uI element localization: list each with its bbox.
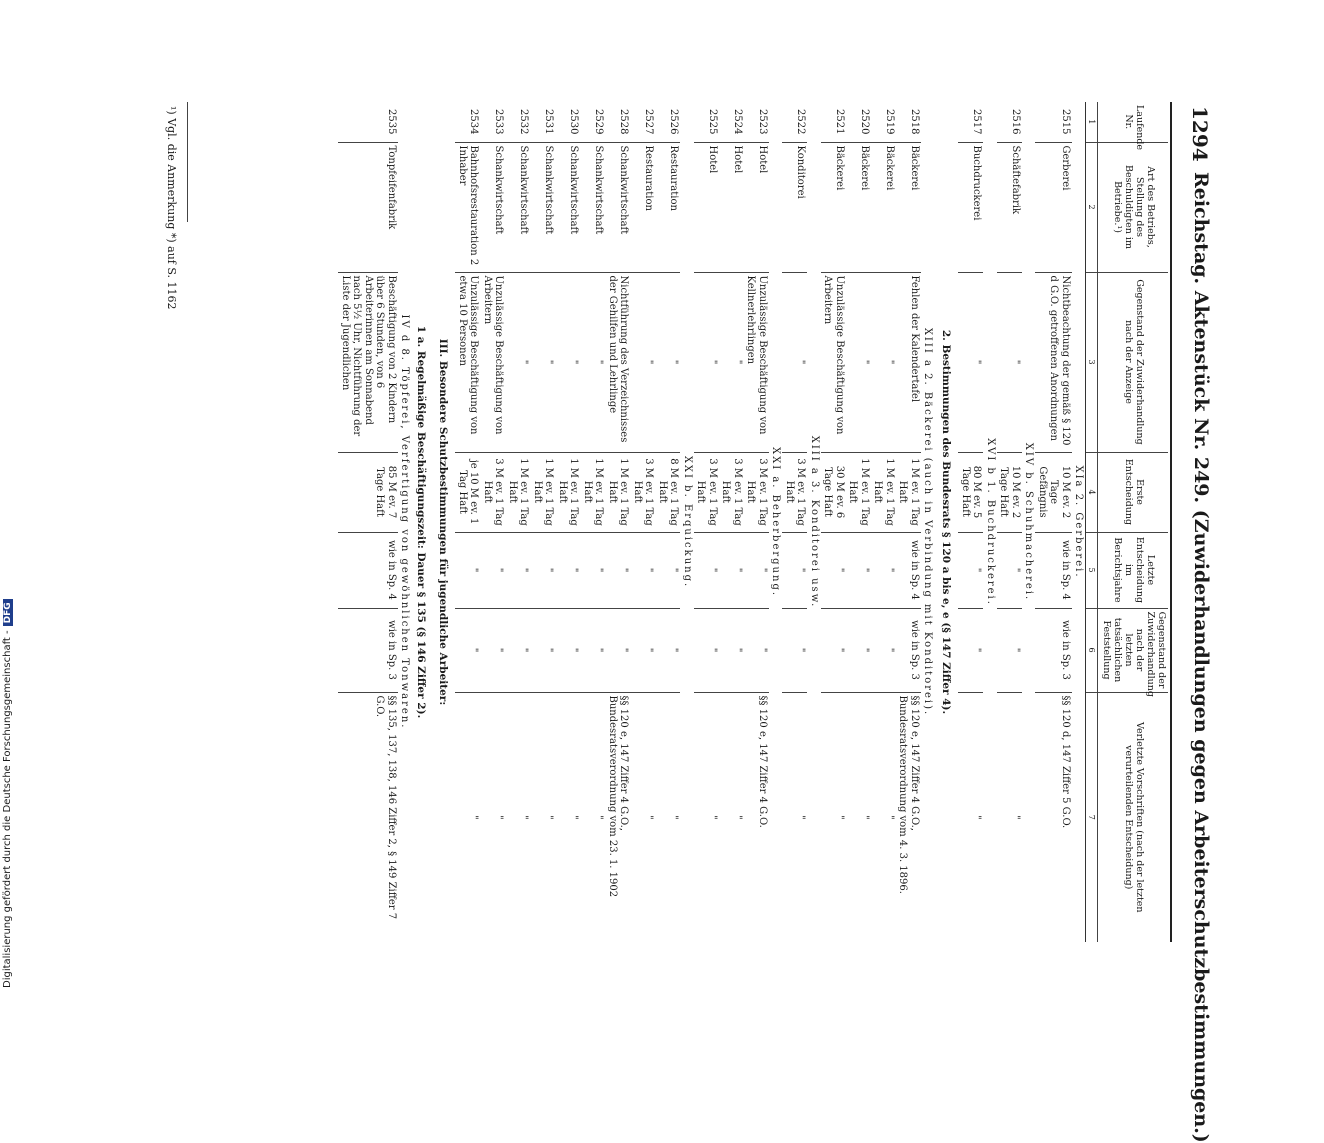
section-3-heading-group: [411, 102, 455, 942]
table-header-row: [1098, 102, 1168, 942]
letzte-entscheidung: ": [871, 532, 896, 608]
credit-text: Digitalisierung gefördert durch die Deutsche Forschungsgemeinschaft -: [2, 630, 13, 988]
betrieb-art: Gerberei: [1035, 142, 1072, 272]
zuwiderhandlung: Fehlen der Kalendertafel: [896, 272, 921, 452]
erste-entscheidung: 1 M ev. 1 Tag Haft: [846, 452, 871, 532]
category-label: XVI b 1. Buchdruckerei.: [984, 438, 996, 606]
verletzte-vorschriften: ": [883, 814, 895, 820]
table-row: [1035, 102, 1072, 942]
table-row: [782, 102, 807, 942]
zuwiderhandlung: Unzulässige Beschäftigung von Kellnerlehrlingen: [744, 272, 769, 452]
erste-entscheidung: 3 M ev. 1 Tag Haft: [630, 452, 655, 532]
erste-entscheidung: 1 M ev. 1 Tag Haft: [605, 452, 630, 532]
betrieb-art: Buchdruckerei: [958, 142, 983, 272]
erste-entscheidung: 10 M ev. 2 Tage Haft: [997, 452, 1022, 532]
col-number: 2: [1086, 142, 1098, 272]
letzte-entscheidung: wie in Sp. 4: [896, 532, 921, 608]
zuwiderhandlung: Unzulässige Beschäftigung von Arbeitern: [480, 272, 505, 452]
table-row: [580, 102, 605, 942]
zuwiderhandlung: ": [655, 272, 680, 452]
betrieb-art: Schankwirtschaft: [530, 142, 555, 272]
page-header: [1178, 102, 1218, 1143]
erste-entscheidung: 1 M ev. 1 Tag Haft: [505, 452, 530, 532]
festgestellte-zuwiderhandlung: ": [782, 608, 807, 692]
festgestellte-zuwiderhandlung: ": [580, 608, 605, 692]
festgestellte-zuwiderhandlung: ": [846, 608, 871, 692]
table-body-group-2: [455, 102, 934, 942]
letzte-entscheidung: ": [580, 532, 605, 608]
erste-entscheidung: 1 M ev. 1 Tag Haft: [530, 452, 555, 532]
row-number: 2526: [655, 102, 680, 142]
row-number: 2524: [719, 102, 744, 142]
betrieb-art: Schankwirtschaft: [480, 142, 505, 272]
zuwiderhandlung: ": [871, 272, 896, 452]
festgestellte-zuwiderhandlung: ": [605, 608, 630, 692]
verletzte-vorschriften: ": [493, 814, 505, 820]
betrieb-art: Schankwirtschaft: [555, 142, 580, 272]
digitization-credit: [2, 599, 13, 988]
row-number: 2517: [958, 102, 983, 142]
category-row: [1022, 102, 1036, 942]
col-header-gegenstand-letzte: Gegenstand der Zuwiderhandlung nach der letzten tatsächlichen Feststellung: [1098, 608, 1168, 692]
row-number: 2523: [744, 102, 769, 142]
col-number: 6: [1086, 608, 1098, 692]
row-number: 2519: [871, 102, 896, 142]
section-2-heading-group: [934, 102, 958, 942]
table-row: [655, 102, 680, 942]
verletzte-vorschriften: §§ 120 e, 147 Ziffer 4 G.O., Bundesratsverordnung vom 23. 1. 1902: [606, 695, 630, 898]
betrieb-art: Bäckerei: [821, 142, 846, 272]
letzte-entscheidung: ": [455, 532, 480, 608]
betrieb-art: Bäckerei: [846, 142, 871, 272]
table-row: [719, 102, 744, 942]
verletzte-vorschriften: §§ 120 d, 147 Ziffer 5 G.O.: [1059, 695, 1071, 829]
verletzte-vorschriften: §§ 120 e, 147 Ziffer 4 G.O., Bundesratsverordnung vom 4. 3. 1896.: [897, 695, 920, 894]
verletzte-vorschriften: ": [833, 814, 845, 820]
document-page: [108, 102, 1218, 1143]
verletzte-vorschriften: ": [858, 814, 870, 820]
festgestellte-zuwiderhandlung: ": [958, 608, 983, 692]
table-body-group-3: [338, 102, 411, 942]
betrieb-art: Schankwirtschaft: [505, 142, 530, 272]
erste-entscheidung: 8 M ev. 1 Tag Haft: [655, 452, 680, 532]
festgestellte-zuwiderhandlung: ": [655, 608, 680, 692]
section-heading-row: [934, 102, 958, 942]
betrieb-art: Konditorei: [782, 142, 807, 272]
col-number: 7: [1086, 692, 1098, 942]
betrieb-art: Schäftefabrik: [997, 142, 1022, 272]
col-number: 1: [1086, 102, 1098, 142]
zuwiderhandlung: ": [694, 272, 719, 452]
row-number: 2520: [846, 102, 871, 142]
table-row: [896, 102, 921, 942]
letzte-entscheidung: ": [744, 532, 769, 608]
category-row: [1072, 102, 1086, 942]
row-number: 2522: [782, 102, 807, 142]
letzte-entscheidung: ": [782, 532, 807, 608]
festgestellte-zuwiderhandlung: ": [744, 608, 769, 692]
letzte-entscheidung: ": [958, 532, 983, 608]
betrieb-art: Hotel: [719, 142, 744, 272]
subsection-heading: 1 a. Regelmäßige Beschäftigungszeit: Dauer § 135 (§ 146 Ziffer 2).: [415, 325, 428, 719]
festgestellte-zuwiderhandlung: ": [719, 608, 744, 692]
table-row: [505, 102, 530, 942]
zuwiderhandlung: ": [997, 272, 1022, 452]
header-rule: [1170, 102, 1172, 942]
betrieb-art: Restauration: [630, 142, 655, 272]
col-header-gegenstand: Gegenstand der Zuwiderhandlung nach der Anzeige: [1098, 272, 1168, 452]
erste-entscheidung: 1 M ev. 1 Tag Haft: [580, 452, 605, 532]
table-row: [694, 102, 719, 942]
row-number: 2515: [1035, 102, 1072, 142]
erste-entscheidung: 1 M ev. 1 Tag Haft: [896, 452, 921, 532]
festgestellte-zuwiderhandlung: ": [821, 608, 846, 692]
col-header-letzte: Letzte Entscheidung im Berichtsjahre: [1098, 532, 1168, 608]
verletzte-vorschriften: ": [568, 814, 580, 820]
col-number: 5: [1086, 532, 1098, 608]
erste-entscheidung: 3 M ev. 1 Tag Haft: [694, 452, 719, 532]
erste-entscheidung: je 10 M ev. 1 Tag Haft: [455, 452, 480, 532]
section-heading: III. Besondere Schutzbestimmungen für jugendliche Arbeiter:: [437, 338, 450, 706]
zuwiderhandlung: ": [782, 272, 807, 452]
row-number: 2516: [997, 102, 1022, 142]
betrieb-art: Bahnhofsrestauration 2 Inhaber: [455, 142, 480, 272]
verletzte-vorschriften: ": [1009, 814, 1021, 820]
table-row: [530, 102, 555, 942]
row-number: 2532: [505, 102, 530, 142]
betrieb-art: Restauration: [655, 142, 680, 272]
zuwiderhandlung: Beschäftigung von 2 Kindern über 6 Stunden, von 6 Arbeiterinnen am Sonnabend nach 5½ Uhr, Nichtführung der Liste der Jugendlichen: [338, 272, 398, 452]
zuwiderhandlung: Nichtbeachtung der gemäß § 120 d G.O. getroffenen Anordnungen: [1035, 272, 1072, 452]
festgestellte-zuwiderhandlung: ": [630, 608, 655, 692]
category-row: [680, 102, 694, 942]
footnote: ¹) Vgl. die Anmerkung *) auf S. 1162: [165, 106, 178, 310]
dfg-logo: DFG: [3, 599, 13, 626]
festgestellte-zuwiderhandlung: ": [694, 608, 719, 692]
row-number: 2521: [821, 102, 846, 142]
letzte-entscheidung: ": [821, 532, 846, 608]
col-header-erste: Erste Entscheidung: [1098, 452, 1168, 532]
erste-entscheidung: 30 M ev. 6 Tage Haft: [821, 452, 846, 532]
table-body-group-1: [958, 102, 1086, 942]
col-header-vorschriften: Verletzte Vorschriften (nach der letzten verurteilenden Entscheidung): [1098, 692, 1168, 942]
verletzte-vorschriften: ": [795, 814, 807, 820]
letzte-entscheidung: ": [655, 532, 680, 608]
verletzte-vorschriften: ": [468, 814, 480, 820]
festgestellte-zuwiderhandlung: ": [455, 608, 480, 692]
category-row: [983, 102, 997, 942]
festgestellte-zuwiderhandlung: wie in Sp. 3: [338, 608, 398, 692]
zuwiderhandlung: ": [846, 272, 871, 452]
letzte-entscheidung: ": [997, 532, 1022, 608]
verletzte-vorschriften: ": [593, 814, 605, 820]
col-number: 3: [1086, 272, 1098, 452]
category-label: XIa 2. Gerberei.: [1073, 465, 1085, 579]
betrieb-art: Schankwirtschaft: [580, 142, 605, 272]
table-row: [846, 102, 871, 942]
erste-entscheidung: 3 M ev. 1 Tag Haft: [719, 452, 744, 532]
verletzte-vorschriften: ": [668, 814, 680, 820]
category-row: [921, 102, 935, 942]
row-number: 2535: [338, 102, 398, 142]
table-row: [605, 102, 630, 942]
betrieb-art: Bäckerei: [896, 142, 921, 272]
erste-entscheidung: 1 M ev. 1 Tag Haft: [555, 452, 580, 532]
letzte-entscheidung: ": [719, 532, 744, 608]
festgestellte-zuwiderhandlung: ": [530, 608, 555, 692]
zuwiderhandlung: ": [719, 272, 744, 452]
letzte-entscheidung: ": [505, 532, 530, 608]
section-heading-row: [431, 102, 455, 942]
letzte-entscheidung: wie in Sp. 4: [1035, 532, 1072, 608]
row-number: 2531: [530, 102, 555, 142]
festgestellte-zuwiderhandlung: ": [505, 608, 530, 692]
erste-entscheidung: 3 M ev. 1 Tag Haft: [782, 452, 807, 532]
table-row: [338, 102, 398, 942]
festgestellte-zuwiderhandlung: ": [555, 608, 580, 692]
footnote-rule: [187, 102, 188, 222]
zuwiderhandlung: ": [580, 272, 605, 452]
category-row: [807, 102, 821, 942]
table-row: [555, 102, 580, 942]
column-number-row: [1086, 102, 1098, 942]
row-number: 2530: [555, 102, 580, 142]
row-number: 2525: [694, 102, 719, 142]
verletzte-vorschriften: ": [731, 814, 743, 820]
row-number: 2518: [896, 102, 921, 142]
table-row: [455, 102, 480, 942]
erste-entscheidung: 1 M ev. 1 Tag Haft: [871, 452, 896, 532]
erste-entscheidung: 85 M ev. 7 Tage Haft: [338, 452, 398, 532]
erste-entscheidung: 3 M ev. 1 Tag Haft: [480, 452, 505, 532]
row-number: 2528: [605, 102, 630, 142]
zuwiderhandlung: ": [555, 272, 580, 452]
betrieb-art: Tonpfeifenfabrik: [338, 142, 398, 272]
festgestellte-zuwiderhandlung: ": [871, 608, 896, 692]
table-row: [630, 102, 655, 942]
table-row: [821, 102, 846, 942]
betrieb-art: Hotel: [694, 142, 719, 272]
category-label: XXI b. Erquickung.: [681, 455, 693, 589]
col-header-art: Art des Betriebs, Stellung des Beschuldigten im Betriebe.¹): [1098, 142, 1168, 272]
letzte-entscheidung: wie in Sp. 4: [338, 532, 398, 608]
festgestellte-zuwiderhandlung: ": [997, 608, 1022, 692]
festgestellte-zuwiderhandlung: ": [480, 608, 505, 692]
festgestellte-zuwiderhandlung: wie in Sp. 3: [1035, 608, 1072, 692]
zuwiderhandlung: ": [958, 272, 983, 452]
zuwiderhandlung: ": [630, 272, 655, 452]
table-row: [997, 102, 1022, 942]
page-title: Reichstag. Aktenstück Nr. 249. (Zuwiderhandlungen gegen Arbeiterschutzbestimmungen.): [1190, 172, 1212, 1143]
betrieb-art: Hotel: [744, 142, 769, 272]
erste-entscheidung: 3 M ev. 1 Tag Haft: [744, 452, 769, 532]
letzte-entscheidung: ": [605, 532, 630, 608]
violations-table: [338, 102, 1168, 942]
verletzte-vorschriften: ": [706, 814, 718, 820]
row-number: 2529: [580, 102, 605, 142]
row-number: 2533: [480, 102, 505, 142]
verletzte-vorschriften: ": [643, 814, 655, 820]
letzte-entscheidung: ": [846, 532, 871, 608]
category-row: [398, 102, 412, 942]
section-heading: 2. Bestimmungen des Bundesrats § 120 a bis e, e (§ 147 Ziffer 4).: [940, 329, 953, 715]
zuwiderhandlung: ": [505, 272, 530, 452]
category-label: IV d 8. Töpferei, Verfertigung von gewöhnlichen Tonwaren.: [399, 314, 411, 730]
letzte-entscheidung: ": [480, 532, 505, 608]
betrieb-art: Schankwirtschaft: [605, 142, 630, 272]
letzte-entscheidung: ": [694, 532, 719, 608]
row-number: 2527: [630, 102, 655, 142]
row-number: 2534: [455, 102, 480, 142]
verletzte-vorschriften: ": [971, 814, 983, 820]
zuwiderhandlung: ": [530, 272, 555, 452]
table-row: [744, 102, 769, 942]
festgestellte-zuwiderhandlung: wie in Sp. 3: [896, 608, 921, 692]
category-label: XIV b. Schuhmacherei.: [1023, 442, 1035, 602]
category-label: XIII a 3. Konditorei usw.: [808, 435, 820, 609]
zuwiderhandlung: Unzulässige Beschäftigung von etwa 10 Personen: [455, 272, 480, 452]
verletzte-vorschriften: §§ 120 e, 147 Ziffer 4 G.O.: [756, 695, 768, 828]
category-row: [769, 102, 783, 942]
verletzte-vorschriften: ": [543, 814, 555, 820]
subsection-heading-row: [411, 102, 431, 942]
col-header-nr: Laufende Nr.: [1098, 102, 1168, 142]
col-number: 4: [1086, 452, 1098, 532]
betrieb-art: Bäckerei: [871, 142, 896, 272]
page-number: 1294: [1188, 106, 1212, 162]
table-row: [958, 102, 983, 942]
category-label: XXI a. Beherbergung.: [770, 446, 782, 598]
table-row: [871, 102, 896, 942]
erste-entscheidung: 10 M ev. 2 Tage Gefängnis: [1035, 452, 1072, 532]
zuwiderhandlung: Unzulässige Beschäftigung von Arbeitern: [821, 272, 846, 452]
erste-entscheidung: 80 M ev. 5 Tage Haft: [958, 452, 983, 532]
letzte-entscheidung: ": [630, 532, 655, 608]
letzte-entscheidung: ": [530, 532, 555, 608]
verletzte-vorschriften: ": [518, 814, 530, 820]
verletzte-vorschriften: §§ 135, 137, 138, 146 Ziffer 2, § 149 Ziffer 7 G.O.: [374, 695, 397, 920]
table-row: [480, 102, 505, 942]
category-label: XIII a 2. Bäckerei (auch in Verbindung mit Konditorei).: [922, 327, 934, 717]
zuwiderhandlung: Nichtführung des Verzeichnisses der Gehilfen und Lehrlinge: [605, 272, 630, 452]
letzte-entscheidung: ": [555, 532, 580, 608]
